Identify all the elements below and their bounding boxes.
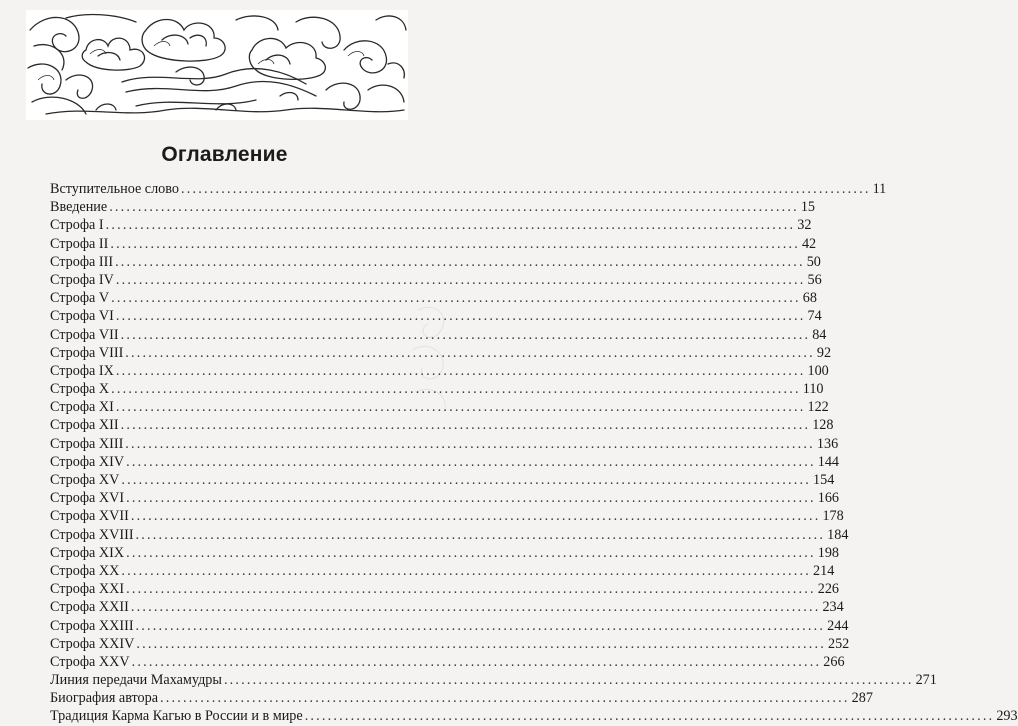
toc-leader-dots bbox=[160, 689, 850, 707]
toc-leader-dots bbox=[116, 398, 806, 416]
toc-leader-dots bbox=[136, 526, 826, 544]
toc-entry-label: Строфа XXV bbox=[50, 653, 130, 670]
toc-entry bbox=[50, 671, 937, 689]
toc-entry-page-number: 287 bbox=[851, 690, 873, 707]
toc-entry-page-number: 234 bbox=[822, 599, 844, 616]
toc-entry bbox=[50, 398, 829, 416]
toc-entry bbox=[50, 635, 850, 653]
toc-entry-page-number: 136 bbox=[816, 435, 839, 452]
toc-entry-label: Строфа IV bbox=[50, 271, 114, 288]
toc-entry-page-number: 266 bbox=[823, 653, 845, 670]
toc-entry bbox=[50, 598, 844, 616]
toc-leader-dots bbox=[131, 507, 821, 525]
toc-entry-label: Введение bbox=[50, 199, 108, 216]
toc-entry-label: Строфа V bbox=[50, 290, 110, 307]
page-title: Оглавление bbox=[161, 143, 288, 166]
toc-entry bbox=[50, 362, 829, 380]
toc-leader-dots bbox=[116, 271, 806, 289]
toc-entry bbox=[50, 344, 832, 362]
toc-entry-label: Строфа XX bbox=[50, 562, 120, 579]
toc-leader-dots bbox=[131, 598, 821, 616]
toc-entry bbox=[50, 544, 839, 562]
toc-entry bbox=[50, 471, 835, 489]
toc-entry-page-number: 252 bbox=[827, 635, 850, 652]
toc-entry-page-number: 110 bbox=[802, 381, 824, 398]
toc-leader-dots bbox=[136, 617, 826, 635]
toc-entry bbox=[50, 180, 887, 198]
toc-entry-page-number: 244 bbox=[827, 617, 849, 634]
toc-entry-label: Строфа VI bbox=[50, 308, 114, 325]
toc-entry-label: Строфа XIV bbox=[50, 453, 125, 470]
toc-leader-dots bbox=[121, 326, 811, 344]
toc-entry-page-number: 293 bbox=[996, 708, 1018, 725]
toc-leader-dots bbox=[115, 253, 805, 271]
toc-entry-label: Строфа XV bbox=[50, 472, 120, 488]
toc-leader-dots bbox=[224, 671, 914, 689]
toc-entry-page-number: 15 bbox=[800, 199, 815, 216]
toc-leader-dots bbox=[132, 653, 822, 671]
toc-entry bbox=[50, 289, 817, 307]
toc-entry bbox=[50, 235, 817, 253]
toc-entry-page-number: 84 bbox=[812, 326, 827, 343]
toc-entry bbox=[50, 707, 1018, 725]
toc-leader-dots bbox=[111, 380, 801, 398]
toc-entry bbox=[50, 253, 821, 271]
cloud-ornament-image bbox=[26, 10, 408, 120]
toc-entry-label: Строфа I bbox=[50, 217, 104, 234]
toc-entry-page-number: 166 bbox=[817, 490, 839, 507]
toc-leader-dots bbox=[121, 471, 811, 489]
toc-leader-dots bbox=[136, 635, 826, 653]
toc-entry-label: Строфа III bbox=[50, 253, 114, 270]
toc-entry-page-number: 144 bbox=[817, 453, 839, 470]
toc-entry-label: Строфа XXIV bbox=[50, 635, 135, 652]
toc-leader-dots bbox=[116, 307, 806, 325]
toc-entry-page-number: 74 bbox=[807, 308, 822, 325]
toc-entry-page-number: 50 bbox=[806, 253, 821, 270]
toc-leader-dots bbox=[126, 580, 816, 598]
toc-entry-page-number: 68 bbox=[802, 290, 817, 307]
toc-leader-dots bbox=[125, 344, 815, 362]
toc-entry bbox=[50, 507, 844, 525]
toc-entry bbox=[50, 307, 822, 325]
toc-entry bbox=[50, 617, 849, 635]
toc-entry bbox=[50, 416, 834, 434]
toc-entry bbox=[50, 526, 849, 544]
toc-entry-label: Вступительное слово bbox=[50, 181, 179, 197]
toc-entry bbox=[50, 653, 845, 671]
toc-entry bbox=[50, 198, 815, 216]
toc-entry-label: Строфа XVI bbox=[50, 490, 125, 507]
toc-entry bbox=[50, 580, 839, 598]
toc-entry-label: Строфа XXII bbox=[50, 599, 129, 616]
toc-leader-dots bbox=[109, 198, 799, 216]
toc-leader-dots bbox=[116, 362, 806, 380]
toc-entry-page-number: 214 bbox=[813, 562, 835, 579]
toc-entry-page-number: 32 bbox=[797, 217, 812, 234]
toc-leader-dots bbox=[181, 180, 871, 198]
toc-entry-page-number: 154 bbox=[813, 472, 835, 488]
toc-entry-label: Традиция Карма Кагью в России и в мире bbox=[50, 708, 303, 725]
toc-entry-page-number: 128 bbox=[812, 417, 834, 434]
toc-leader-dots bbox=[126, 453, 816, 471]
toc-entry-label: Строфа XII bbox=[50, 417, 119, 434]
toc-entry bbox=[50, 562, 835, 580]
toc-leader-dots bbox=[121, 562, 811, 580]
toc-leader-dots bbox=[126, 489, 816, 507]
toc-entry-page-number: 56 bbox=[807, 271, 822, 288]
toc-entry-page-number: 11 bbox=[872, 181, 887, 197]
toc-entry-page-number: 226 bbox=[817, 581, 839, 598]
toc-entry-label: Биография автора bbox=[50, 690, 159, 707]
toc-entry-label: Строфа XIII bbox=[50, 435, 124, 452]
toc-entry-label: Строфа IX bbox=[50, 362, 114, 379]
toc-entry bbox=[50, 689, 873, 707]
toc-entry-page-number: 184 bbox=[827, 526, 849, 543]
toc-entry-label: Строфа XI bbox=[50, 399, 114, 416]
toc-entry-label: Строфа XIX bbox=[50, 544, 125, 561]
toc-entry bbox=[50, 271, 822, 289]
toc-entry bbox=[50, 326, 827, 344]
toc-entry-page-number: 100 bbox=[807, 362, 829, 379]
toc-entry-page-number: 178 bbox=[822, 508, 844, 525]
toc-leader-dots bbox=[305, 707, 995, 725]
toc-entry bbox=[50, 489, 839, 507]
toc-leader-dots bbox=[126, 544, 816, 562]
toc-entry-page-number: 122 bbox=[807, 399, 829, 416]
toc-entry-label: Строфа XVII bbox=[50, 508, 129, 525]
toc-leader-dots bbox=[111, 289, 801, 307]
toc-entry-label: Строфа VIII bbox=[50, 344, 124, 361]
toc-leader-dots bbox=[125, 435, 815, 453]
toc-leader-dots bbox=[106, 216, 796, 234]
toc-entry-label: Строфа XXIII bbox=[50, 617, 134, 634]
table-of-contents bbox=[50, 180, 1018, 726]
toc-entry-label: Строфа XXI bbox=[50, 581, 125, 598]
toc-entry-page-number: 92 bbox=[816, 344, 832, 361]
toc-leader-dots bbox=[110, 235, 800, 253]
toc-entry-label: Строфа XVIII bbox=[50, 526, 134, 543]
toc-entry-label: Строфа VII bbox=[50, 326, 119, 343]
toc-leader-dots bbox=[121, 416, 811, 434]
toc-entry-page-number: 271 bbox=[915, 672, 937, 689]
toc-entry-label: Линия передачи Махамудры bbox=[50, 672, 222, 689]
toc-entry-page-number: 42 bbox=[801, 235, 817, 252]
toc-entry bbox=[50, 380, 824, 398]
toc-entry-page-number: 198 bbox=[817, 544, 839, 561]
toc-entry bbox=[50, 435, 839, 453]
toc-entry bbox=[50, 453, 839, 471]
toc-entry bbox=[50, 216, 812, 234]
toc-entry-label: Строфа II bbox=[50, 235, 109, 252]
toc-entry-label: Строфа X bbox=[50, 381, 110, 398]
